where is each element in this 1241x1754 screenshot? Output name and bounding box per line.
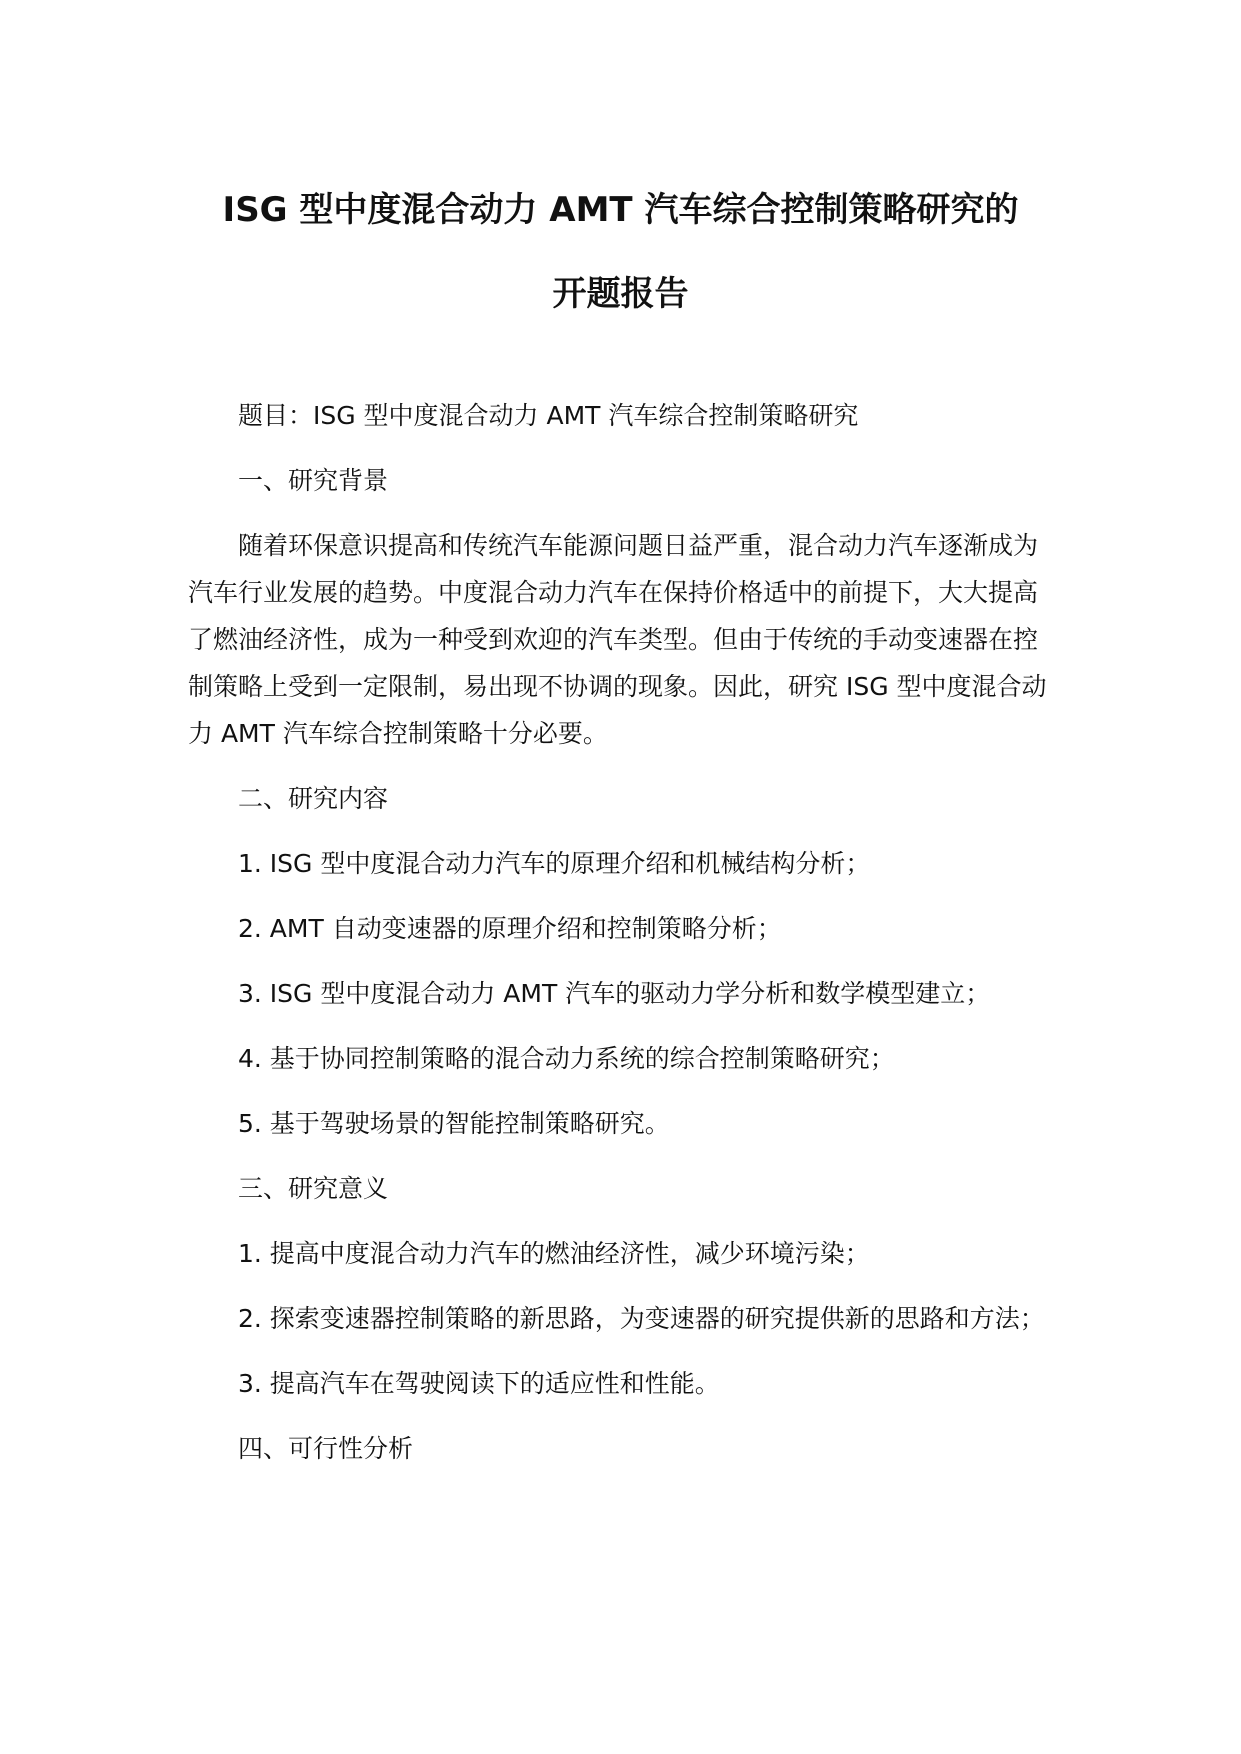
significance-item-3: 3. 提高汽车在驾驶阅读下的适应性和性能。 (238, 1369, 720, 1398)
section-heading-feasibility: 四、可行性分析 (238, 1434, 414, 1463)
content-item-2: 2. AMT 自动变速器的原理介绍和控制策略分析； (238, 914, 782, 943)
title-line-2: 开题报告 (552, 274, 689, 314)
section-heading-significance: 三、研究意义 (238, 1174, 389, 1203)
content-item-3: 3. ISG 型中度混合动力 AMT 汽车的驱动力学分析和数学模型建立； (238, 979, 991, 1008)
content-item-4: 4. 基于协同控制策略的混合动力系统的综合控制策略研究； (238, 1044, 895, 1073)
document-body (188, 392, 1053, 1472)
content-item-1: 1. ISG 型中度混合动力汽车的原理介绍和机械结构分析； (238, 849, 871, 878)
topic-line: 题目：ISG 型中度混合动力 AMT 汽车综合控制策略研究 (238, 401, 859, 430)
background-paragraph: 随着环保意识提高和传统汽车能源问题日益严重，混合动力汽车逐渐成为汽车行业发展的趋势。中度混合动力汽车在保持价格适中的前提下，大大提高了燃油经济性，成为一种受到欢迎的汽车类型。但由于传统的手动变速器在控制策略上受到一定限制，易出现不协调的现象。因此，研究 ISG 型中度混合动力 AMT 汽车综合控制策略十分必要。 (188, 531, 1047, 748)
significance-item-1: 1. 提高中度混合动力汽车的燃油经济性，减少环境污染； (238, 1239, 870, 1268)
content-item-5: 5. 基于驾驶场景的智能控制策略研究。 (238, 1109, 670, 1138)
significance-item-2: 2. 探索变速器控制策略的新思路，为变速器的研究提供新的思路和方法； (238, 1304, 1045, 1333)
document-title (188, 0, 1053, 336)
section-heading-background: 一、研究背景 (238, 466, 389, 495)
title-line-1: ISG 型中度混合动力 AMT 汽车综合控制策略研究的 (222, 190, 1019, 230)
section-heading-content: 二、研究内容 (238, 784, 389, 813)
